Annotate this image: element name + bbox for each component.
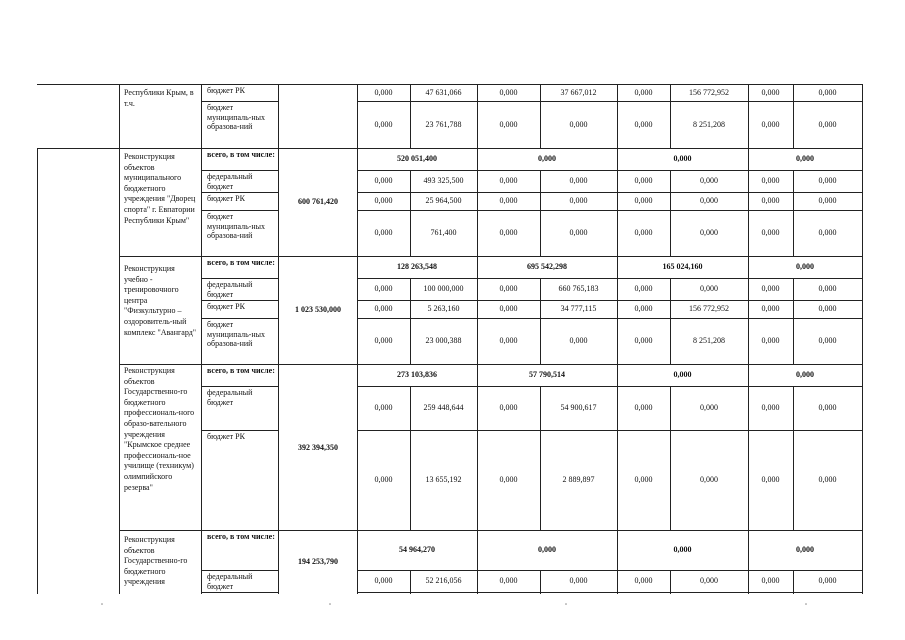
year-total: 520 051,400 (397, 154, 437, 163)
amount-cell: 259 448,644 (423, 403, 464, 412)
amount-cell: 0,000 (700, 228, 718, 237)
row-rule (201, 300, 278, 301)
row-rule (201, 210, 278, 211)
amount-cell: 0,000 (818, 228, 837, 237)
amount-cell: 0,000 (761, 87, 780, 97)
amount-cell: 0,000 (634, 196, 653, 205)
amount-cell: 0,000 (499, 284, 518, 293)
year-total: 57 790,514 (529, 370, 565, 379)
amount-cell: 0,000 (499, 576, 518, 585)
row-rule (357, 300, 862, 301)
col-rule (278, 84, 279, 594)
amount-cell: 0,000 (499, 304, 518, 313)
amount-cell: 0,000 (818, 336, 837, 345)
amount-cell: 0,000 (374, 87, 393, 97)
amount-cell: 0,000 (569, 576, 588, 585)
amount-cell: 8 251,208 (693, 119, 725, 129)
amount-cell: 0,000 (634, 475, 653, 484)
amount-cell: 2 889,897 (562, 475, 595, 484)
row-rule (357, 101, 862, 102)
amount-cell: 0,000 (761, 176, 780, 185)
amount-cell: 0,000 (374, 228, 393, 237)
year-total: 0,000 (796, 545, 814, 554)
total-cost: 194 253,790 (298, 557, 338, 566)
year-total: 128 263,548 (397, 262, 437, 271)
amount-cell: 0,000 (700, 475, 718, 484)
year-total: 0,000 (673, 370, 692, 379)
year-total: 0,000 (538, 545, 556, 554)
row-rule (357, 170, 862, 171)
amount-cell: 0,000 (818, 284, 837, 293)
amount-cell: 0,000 (761, 403, 780, 412)
row-rule (201, 570, 278, 571)
row-rule (119, 364, 862, 365)
row-rule (357, 430, 862, 431)
amount-cell: 0,000 (634, 304, 653, 313)
all-sources-label: всего, в том числе: (207, 258, 275, 267)
funding-source-label: федеральный бюджет (207, 280, 253, 299)
amount-cell: 0,000 (818, 576, 837, 585)
amount-cell: 0,000 (818, 196, 837, 205)
amount-cell: 37 667,012 (560, 87, 597, 97)
funding-source-label: бюджет РК (207, 86, 245, 95)
amount-cell: 0,000 (700, 576, 718, 585)
amount-cell: 0,000 (818, 119, 837, 129)
amount-cell: 0,000 (374, 119, 393, 129)
row-rule (201, 170, 278, 171)
amount-cell: 0,000 (818, 304, 837, 313)
col-rule (201, 84, 202, 594)
year-total: 0,000 (796, 262, 814, 271)
row-rule (201, 101, 278, 102)
amount-cell: 0,000 (499, 336, 518, 345)
amount-cell: 0,000 (761, 196, 780, 205)
amount-cell: 0,000 (634, 228, 653, 237)
amount-cell: 0,000 (634, 336, 653, 345)
funding-source-label: федеральный бюджет (207, 172, 253, 191)
amount-cell: 0,000 (700, 284, 718, 293)
row-rule (201, 386, 278, 387)
amount-cell: 493 325,500 (423, 176, 464, 185)
amount-cell: 0,000 (634, 576, 653, 585)
object-name: Реконструкция учебно - тренировочного центра "Физкультурно – оздоровитель-ный комплекс "Авангард" (124, 264, 197, 337)
amount-cell: 0,000 (499, 176, 518, 185)
amount-cell: 0,000 (374, 176, 393, 185)
amount-cell: 0,000 (499, 475, 518, 484)
row-rule (201, 192, 278, 193)
amount-cell: 0,000 (569, 228, 588, 237)
amount-cell: 100 000,000 (423, 284, 464, 293)
col-rule (862, 84, 863, 594)
amount-cell: 660 765,183 (558, 284, 599, 293)
amount-cell: 23 761,788 (425, 119, 462, 129)
row-rule (37, 148, 862, 149)
row-rule (201, 278, 278, 279)
amount-cell: 0,000 (374, 336, 393, 345)
amount-cell: 0,000 (569, 119, 588, 129)
year-total: 54 964,270 (399, 545, 435, 554)
amount-cell: 0,000 (634, 176, 653, 185)
object-name: Реконструкция объектов Государственно-го бюджетного учреждения (124, 535, 188, 587)
row-rule (201, 430, 278, 431)
funding-source-label: бюджет муниципаль-ных образова-ний (207, 103, 266, 132)
amount-cell: 23 000,388 (425, 336, 462, 345)
total-cost: 392 394,350 (298, 443, 338, 452)
amount-cell: 8 251,208 (693, 336, 725, 345)
total-cost: 600 761,420 (298, 197, 338, 206)
row-rule (201, 318, 278, 319)
year-total: 165 024,160 (662, 262, 703, 271)
amount-cell: 25 964,500 (425, 196, 462, 205)
amount-cell: 0,000 (700, 196, 718, 205)
funding-source-label: федеральный бюджет (207, 388, 253, 407)
row-rule (357, 318, 862, 319)
row-rule (119, 530, 862, 531)
amount-cell: 13 655,192 (425, 475, 462, 484)
amount-cell: 5 263,160 (427, 304, 460, 313)
header-stub-line (37, 84, 119, 85)
all-sources-label: всего, в том числе: (207, 532, 275, 541)
all-sources-label: всего, в том числе: (207, 366, 275, 375)
amount-cell: 0,000 (761, 228, 780, 237)
funding-source-label: бюджет РК (207, 432, 245, 441)
funding-source-label: федеральный бюджет (207, 572, 253, 591)
row-rule (357, 192, 862, 193)
amount-cell: 0,000 (374, 284, 393, 293)
row-rule (357, 278, 862, 279)
amount-cell: 0,000 (761, 304, 780, 313)
amount-cell: 0,000 (499, 403, 518, 412)
year-total: 0,000 (796, 370, 814, 379)
amount-cell: 761,400 (430, 228, 457, 237)
funding-source-label: бюджет РК (207, 194, 245, 203)
amount-cell: 0,000 (569, 336, 588, 345)
amount-cell: 0,000 (761, 576, 780, 585)
funding-source-label: бюджет РК (207, 302, 245, 311)
amount-cell: 34 777,115 (560, 304, 597, 313)
col-rule (119, 84, 120, 594)
row-rule (119, 84, 862, 85)
row-rule (119, 256, 862, 257)
amount-cell: 156 772,952 (689, 304, 729, 313)
amount-cell: 0,000 (818, 87, 837, 97)
row-rule (201, 592, 278, 593)
amount-cell: 0,000 (374, 304, 393, 313)
year-total: 0,000 (538, 154, 556, 163)
amount-cell: 0,000 (700, 403, 718, 412)
year-total: 0,000 (796, 154, 814, 163)
amount-cell: 156 772,952 (689, 87, 729, 97)
object-name: Реконструкция объектов Государственно-го бюджетного профессиональ-ного образо-вательного учреждения "Крымское среднее профессиональ-ное училище (техникум) олимпийского резерва" (124, 366, 195, 492)
col-rule (37, 148, 38, 594)
row-rule (357, 386, 862, 387)
year-total: 695 542,298 (527, 262, 567, 271)
amount-cell: 0,000 (761, 336, 780, 345)
amount-cell: 0,000 (634, 87, 653, 97)
amount-cell: 0,000 (499, 119, 518, 129)
scan-specks (0, 602, 905, 606)
row-rule (357, 592, 862, 593)
amount-cell: 0,000 (700, 176, 718, 185)
row-rule (357, 210, 862, 211)
amount-cell: 0,000 (499, 87, 518, 97)
amount-cell: 0,000 (569, 176, 588, 185)
year-total: 0,000 (673, 545, 692, 554)
amount-cell: 0,000 (499, 228, 518, 237)
amount-cell: 47 631,066 (425, 87, 462, 97)
amount-cell: 0,000 (374, 196, 393, 205)
amount-cell: 0,000 (374, 403, 393, 412)
amount-cell: 0,000 (499, 196, 518, 205)
amount-cell: 54 900,617 (560, 403, 597, 412)
amount-cell: 0,000 (818, 475, 837, 484)
funding-source-label: бюджет муниципаль-ных образова-ний (207, 212, 266, 241)
year-total: 0,000 (673, 154, 692, 163)
total-cost: 1 023 530,000 (295, 305, 341, 314)
amount-cell: 0,000 (634, 119, 653, 129)
funding-source-label: бюджет муниципаль-ных образова-ний (207, 320, 266, 349)
object-name: Республики Крым, в т.ч. (124, 88, 194, 108)
amount-cell: 0,000 (634, 403, 653, 412)
row-rule (357, 570, 862, 571)
amount-cell: 0,000 (818, 403, 837, 412)
amount-cell: 0,000 (634, 284, 653, 293)
amount-cell: 0,000 (761, 284, 780, 293)
year-total: 273 103,836 (397, 370, 437, 379)
amount-cell: 0,000 (569, 196, 588, 205)
all-sources-label: всего, в том числе: (207, 150, 275, 159)
amount-cell: 0,000 (374, 475, 393, 484)
amount-cell: 0,000 (761, 119, 780, 129)
amount-cell: 0,000 (761, 475, 780, 484)
amount-cell: 0,000 (818, 176, 837, 185)
amount-cell: 0,000 (374, 576, 393, 585)
object-name: Реконструкция объектов муниципального бюджетного учреждения "Дворец спорта" г. Евпатории Республики Крым" (124, 152, 196, 225)
amount-cell: 52 216,056 (425, 576, 462, 585)
